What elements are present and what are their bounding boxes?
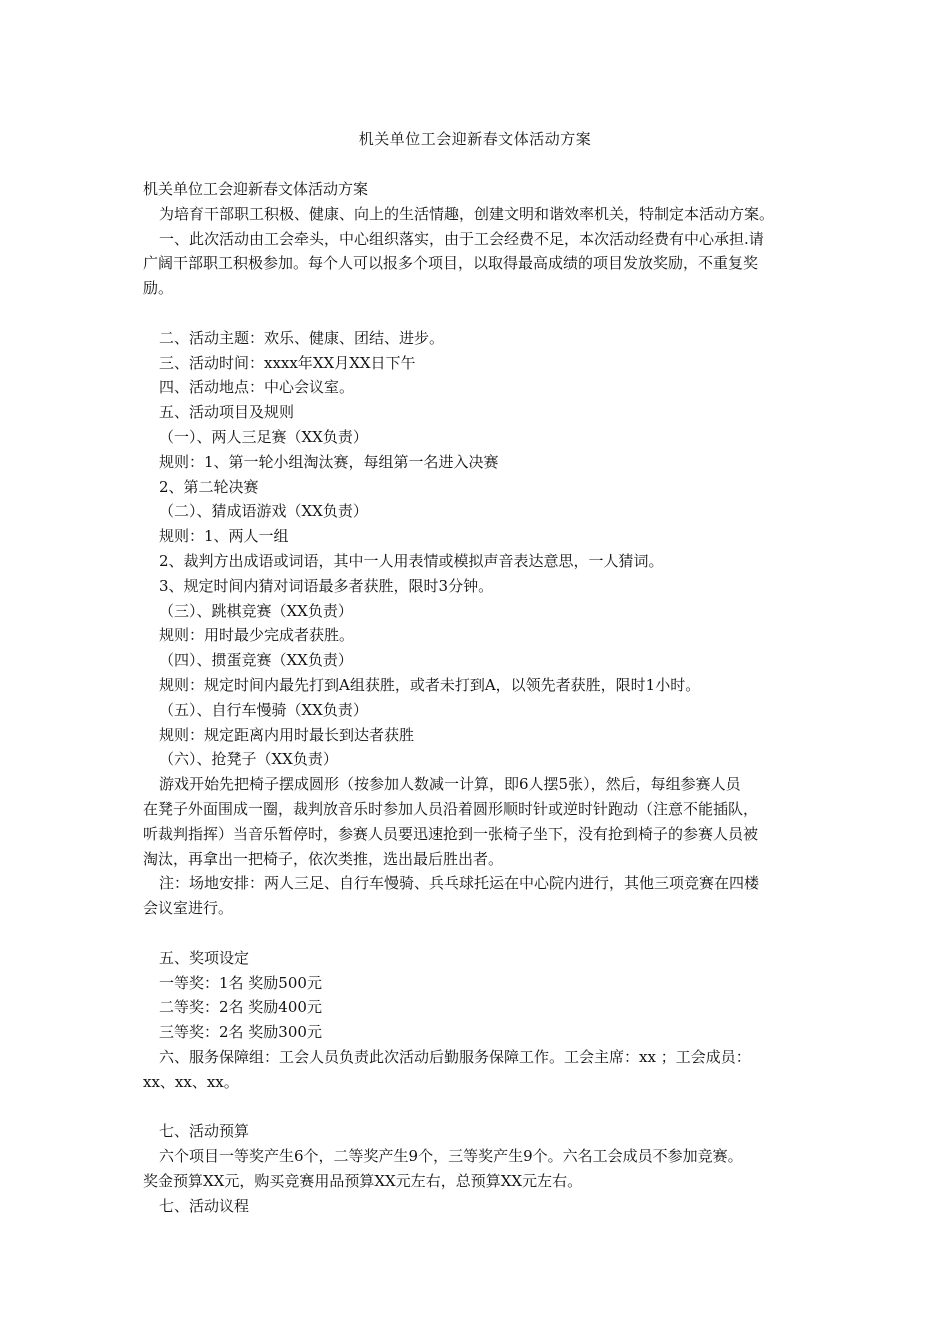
- rule-line: 规则：1、第一轮小组淘汰赛，每组第一名进入决赛: [159, 452, 499, 471]
- document-title: 机关单位工会迎新春文体活动方案: [358, 130, 592, 148]
- blank-line: [143, 1094, 808, 1119]
- event-heading: （二）、猜成语游戏（XX负责）: [159, 502, 368, 521]
- section-heading: 七、活动预算: [159, 1122, 250, 1141]
- section-location: 四、活动地点：中心会议室。: [159, 378, 355, 397]
- event-heading: （六）、抢凳子（XX负责）: [159, 750, 338, 769]
- blank-line: [143, 921, 808, 946]
- paragraph-line: xx、xx、xx。: [143, 1072, 239, 1091]
- paragraph-line: 励。: [143, 279, 174, 298]
- event-heading: （五）、自行车慢骑（XX负责）: [159, 700, 368, 719]
- paragraph-line: 在凳子外面围成一圈，裁判放音乐时参加人员沿着圆形顺时针或逆时针跑动（注意不能插队，: [143, 799, 759, 818]
- intro-paragraph: 为培育干部职工积极、健康、向上的生活情趣，创建文明和谐效率机关，特制定本活动方案。: [159, 204, 775, 223]
- paragraph-line: 一、此次活动由工会牵头，中心组织落实，由于工会经费不足，本次活动经费有中心承担.请: [159, 229, 764, 248]
- note-line: 会议室进行。: [143, 899, 234, 918]
- paragraph-line: 奖金预算XX元，购买竞赛用品预算XX元左右，总预算XX元左右。: [143, 1171, 583, 1190]
- blank-line: [143, 301, 808, 326]
- section-heading: 五、奖项设定: [159, 948, 250, 967]
- section-theme: 二、活动主题：欢乐、健康、团结、进步。: [159, 328, 445, 347]
- paragraph-line: 六、服务保障组：工会人员负责此次活动后勤服务保障工作。工会主席：xx ；工会成员：: [159, 1047, 751, 1066]
- paragraph-line: 广阔干部职工积极参加。每个人可以报多个项目，以取得最高成绩的项目发放奖励，不重复奖: [143, 254, 759, 273]
- note-line: 注：场地安排：两人三足、自行车慢骑、兵乓球托运在中心院内进行，其他三项竞赛在四楼: [159, 874, 760, 893]
- rule-line: 2、裁判方出成语或词语，其中一人用表情或模拟声音表达意思，一人猜词。: [159, 551, 664, 570]
- paragraph-line: 听裁判指挥）当音乐暂停时，参赛人员要迅速抢到一张椅子坐下，没有抢到椅子的参赛人员被: [143, 824, 759, 843]
- event-heading: （四）、掼蛋竞赛（XX负责）: [159, 651, 353, 670]
- award-line: 二等奖：2名 奖励400元: [159, 998, 322, 1017]
- body-heading: 机关单位工会迎新春文体活动方案: [143, 180, 369, 198]
- rule-line: 规则：规定距离内用时最长到达者获胜: [159, 725, 415, 744]
- event-heading: （三）、跳棋竞赛（XX负责）: [159, 601, 353, 620]
- award-line: 一等奖：1名 奖励500元: [159, 973, 322, 992]
- section-heading: 七、活动议程: [159, 1196, 250, 1215]
- paragraph-line: 六个项目一等奖产生6个，二等奖产生9个，三等奖产生9个。六名工会成员不参加竞赛。: [159, 1147, 743, 1166]
- document-body: [143, 177, 808, 1218]
- rule-line: 3、规定时间内猜对词语最多者获胜，限时3分钟。: [159, 576, 494, 595]
- rule-line: 规则：规定时间内最先打到A组获胜，或者未打到A，以领先者获胜，限时1小时。: [159, 675, 701, 694]
- award-line: 三等奖：2名 奖励300元: [159, 1023, 322, 1042]
- rule-line: 2、第二轮决赛: [159, 477, 259, 496]
- rule-line: 规则：1、两人一组: [159, 527, 289, 546]
- event-heading: （一）、两人三足赛（XX负责）: [159, 427, 368, 446]
- section-time: 三、活动时间：xxxx年XX月XX日下午: [159, 353, 416, 372]
- paragraph-line: 游戏开始先把椅子摆成圆形（按参加人数减一计算，即6人摆5张），然后，每组参赛人员: [159, 775, 741, 794]
- rule-line: 规则：用时最少完成者获胜。: [159, 626, 355, 645]
- section-heading: 五、活动项目及规则: [159, 403, 295, 422]
- paragraph-line: 淘汰，再拿出一把椅子，依次类推，选出最后胜出者。: [143, 849, 504, 868]
